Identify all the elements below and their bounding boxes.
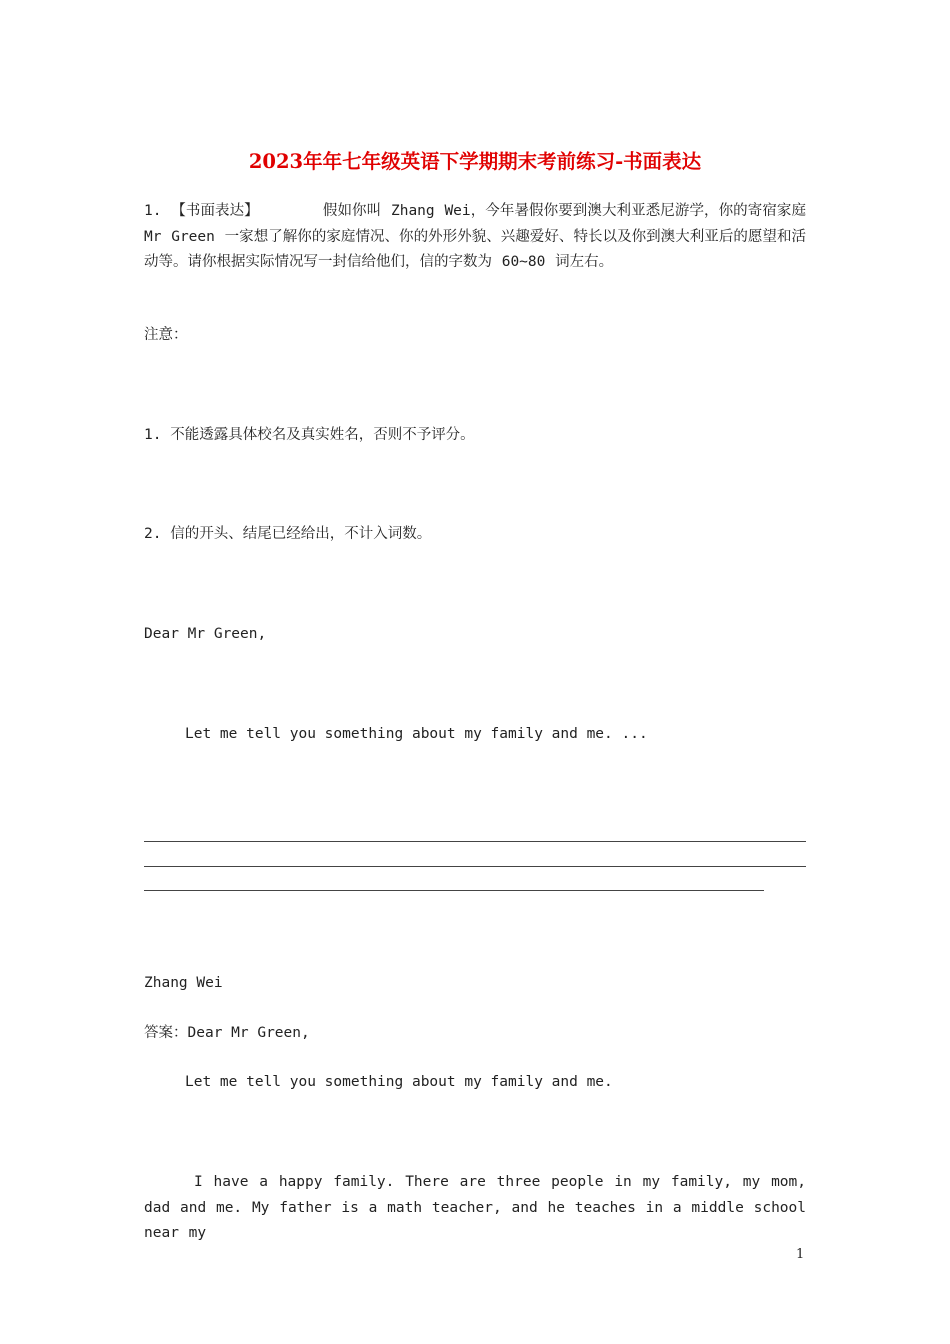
notes-heading: 注意：	[144, 327, 188, 343]
note-item: 2. 信的开头、结尾已经给出，不计入词数。	[144, 526, 432, 542]
letter-signature: Zhang Wei	[144, 975, 223, 991]
letter-greeting: Dear Mr Green,	[144, 626, 267, 642]
question-tag: 【书面表达】	[171, 203, 259, 219]
question-prompt: 假如你叫 Zhang Wei，今年暑假你要到澳大利亚悉尼游学，你的寄宿家庭 Mr Green 一家想了解你的家庭情况、你的外形外貌、兴趣爱好、特长以及你到澳大利亚后的愿望和活动等。请你根据实际情况写一封信给他们，信的字数为 60~80 词左右。	[144, 203, 807, 270]
page-title: 2023年年七年级英语下学期期末考前练习-书面表达	[248, 150, 702, 173]
question-block	[144, 199, 806, 276]
letter-opening: Let me tell you something about my family and me. ...	[185, 726, 648, 742]
answer-line: Let me tell you something about my family and me.	[185, 1074, 613, 1090]
writing-line	[144, 841, 806, 842]
page-number: 1	[796, 1247, 805, 1262]
question-number: 1.	[144, 203, 162, 219]
writing-line	[144, 890, 764, 891]
writing-line	[144, 866, 806, 867]
answer-label: 答案：Dear Mr Green,	[144, 1025, 310, 1041]
note-item: 1. 不能透露具体校名及真实姓名，否则不予评分。	[144, 427, 475, 443]
answer-paragraph: I have a happy family. There are three people in my family, my mom, dad and me. My father is a math teacher, and he teaches in a middle school near my	[144, 1174, 806, 1241]
